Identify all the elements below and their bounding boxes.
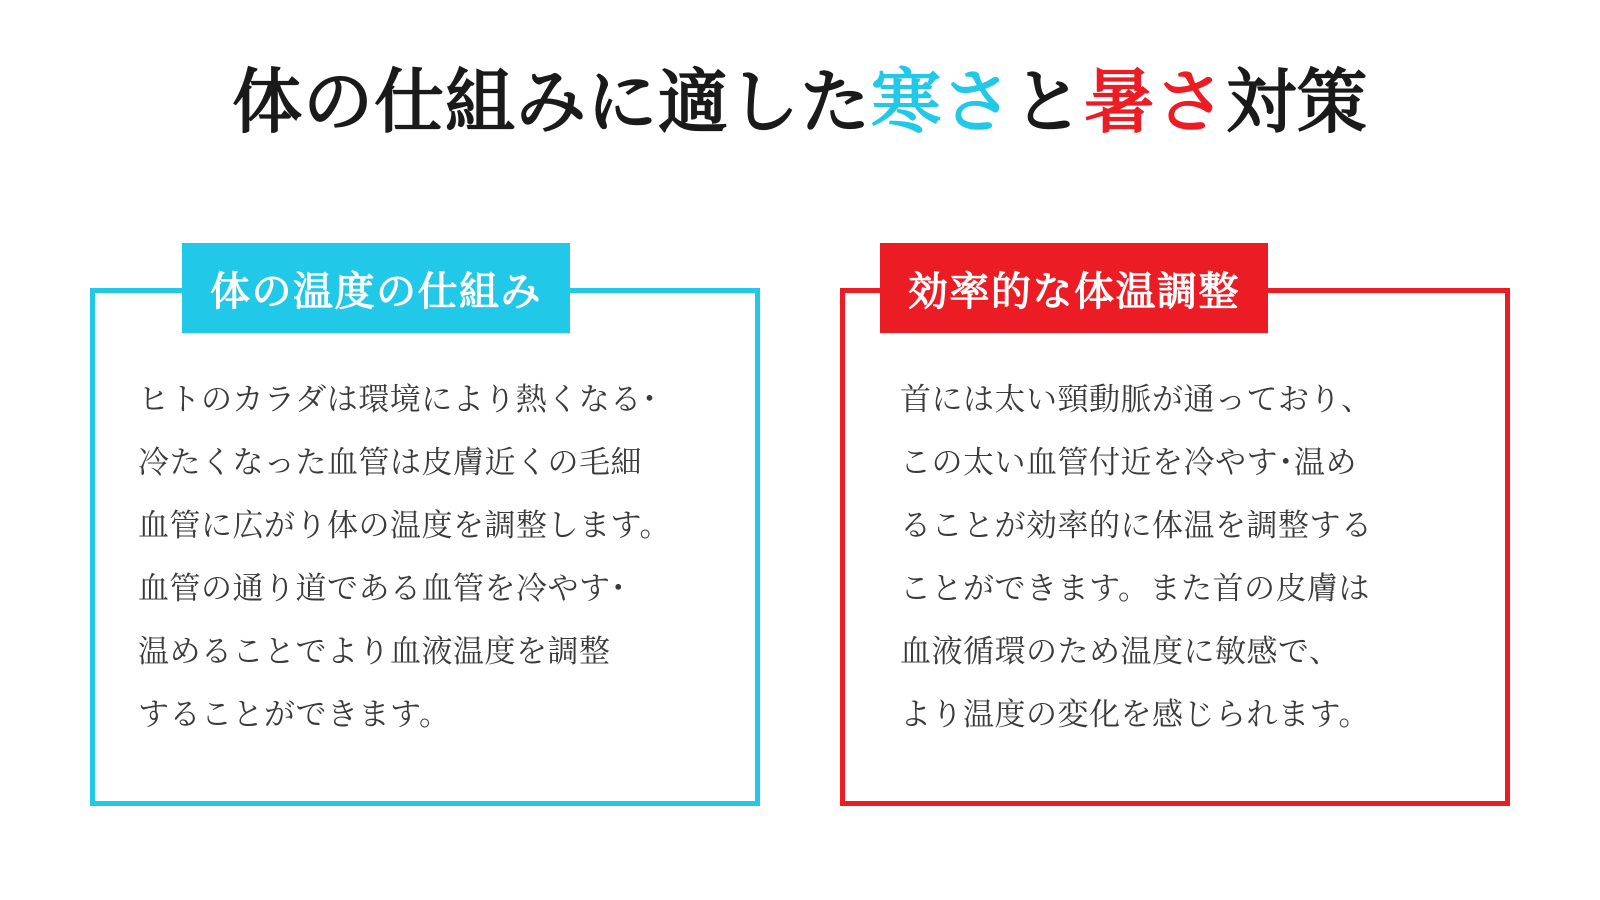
page-title [0, 62, 1600, 143]
text-line: 首には太い頸動脈が通っており、 [900, 382, 1373, 417]
panel-text-cold [90, 368, 760, 746]
text-line: この太い血管付近を冷やす･温め [900, 445, 1357, 480]
text-line: 温めることでより血液温度を調整 [138, 634, 611, 669]
panel-text-hot [840, 368, 1510, 746]
text-line: することができます。 [138, 697, 451, 732]
text-line: 血液循環のため温度に敏感で、 [900, 634, 1341, 669]
panel-heading-cold: 体の温度の仕組み [182, 243, 570, 333]
text-line: ヒトのカラダは環境により熱くなる･ [138, 382, 658, 417]
text-line: ることが効率的に体温を調整する [900, 508, 1373, 543]
title-part-1: 体の仕組みに適した [232, 63, 871, 141]
text-line: より温度の変化を感じられます。 [900, 697, 1371, 732]
title-hot-word: 暑さ [1084, 63, 1226, 141]
title-part-2: 対策 [1226, 63, 1368, 141]
text-line: 血管に広がり体の温度を調整します。 [138, 508, 672, 543]
text-line: 血管の通り道である血管を冷やす･ [138, 571, 627, 606]
title-cold-word: 寒さ [871, 63, 1013, 141]
panel-heading-hot: 効率的な体温調整 [880, 243, 1268, 333]
text-line: 冷たくなった血管は皮膚近くの毛細 [138, 445, 642, 480]
text-line: ことができます。また首の皮膚は [900, 571, 1371, 606]
title-middle: と [1013, 63, 1084, 141]
